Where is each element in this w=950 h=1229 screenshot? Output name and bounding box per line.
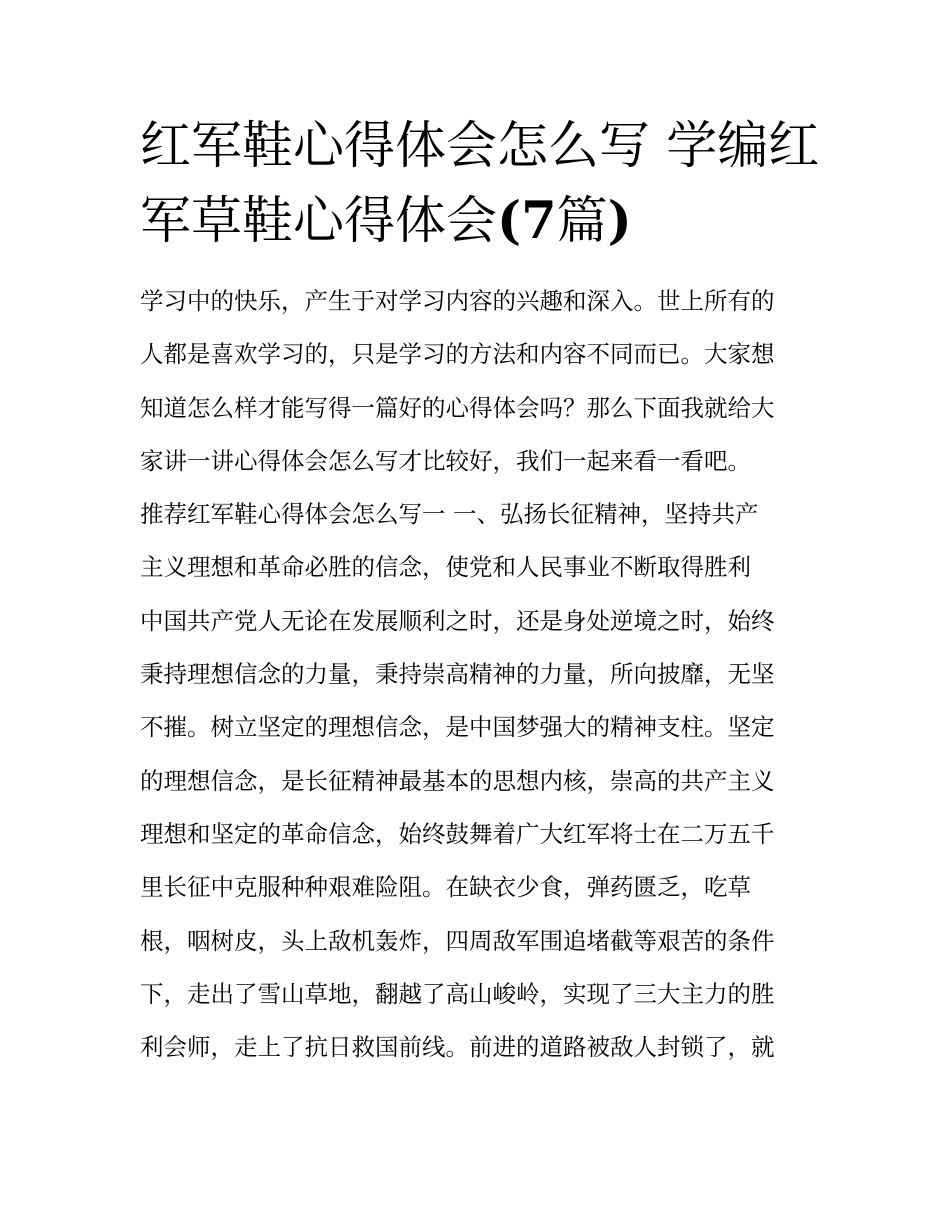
title-line-2-count: (7 bbox=[497, 191, 557, 251]
body-line: 人都是喜欢学习的，只是学习的方法和内容不同而已。大家想 bbox=[140, 340, 775, 369]
body-line: 学习中的快乐，产生于对学习内容的兴趣和深入。世上所有的 bbox=[140, 287, 775, 315]
body-line: 的理想信念，是长征精神最基本的思想内核，崇高的共产主义 bbox=[140, 766, 775, 795]
body-line: 中国共产党人无论在发展顺利之时，还是身处逆境之时，始终 bbox=[140, 606, 775, 635]
body-line: 利会师，走上了抗日救国前线。前进的道路被敌人封锁了，就 bbox=[140, 1033, 775, 1062]
body-line: 下，走出了雪山草地，翻越了高山峻岭，实现了三大主力的胜 bbox=[140, 979, 775, 1008]
body-line: 主义理想和革命必胜的信念，使党和人民事业不断取得胜利 bbox=[140, 553, 751, 582]
body-line: 理想和坚定的革命信念，始终鼓舞着广大红军将士在二万五千 bbox=[140, 819, 775, 848]
body-line: 家讲一讲心得体会怎么写才比较好，我们一起来看一看吧。 bbox=[140, 446, 751, 475]
document-body bbox=[140, 283, 820, 1082]
title-line-2-close: ) bbox=[607, 191, 632, 251]
body-line: 里长征中克服种种艰难险阻。在缺衣少食，弹药匮乏，吃草 bbox=[140, 873, 751, 902]
document-title bbox=[140, 110, 820, 259]
title-line-1: 红军鞋心得体会怎么写 学编红 bbox=[140, 117, 820, 176]
body-line: 知道怎么样才能写得一篇好的心得体会吗？那么下面我就给大 bbox=[140, 393, 775, 422]
title-line-2-unit: 篇 bbox=[556, 192, 608, 251]
body-line: 根，咽树皮，头上敌机轰炸，四周敌军围追堵截等艰苦的条件 bbox=[140, 926, 775, 955]
title-line-2-text: 军草鞋心得体会 bbox=[140, 192, 498, 251]
body-line: 不摧。树立坚定的理想信念，是中国梦强大的精神支柱。坚定 bbox=[140, 713, 775, 742]
body-line: 推荐红军鞋心得体会怎么写一 一、弘扬长征精神，坚持共产 bbox=[140, 500, 759, 529]
body-line: 秉持理想信念的力量，秉持崇高精神的力量，所向披靡，无坚 bbox=[140, 660, 775, 689]
